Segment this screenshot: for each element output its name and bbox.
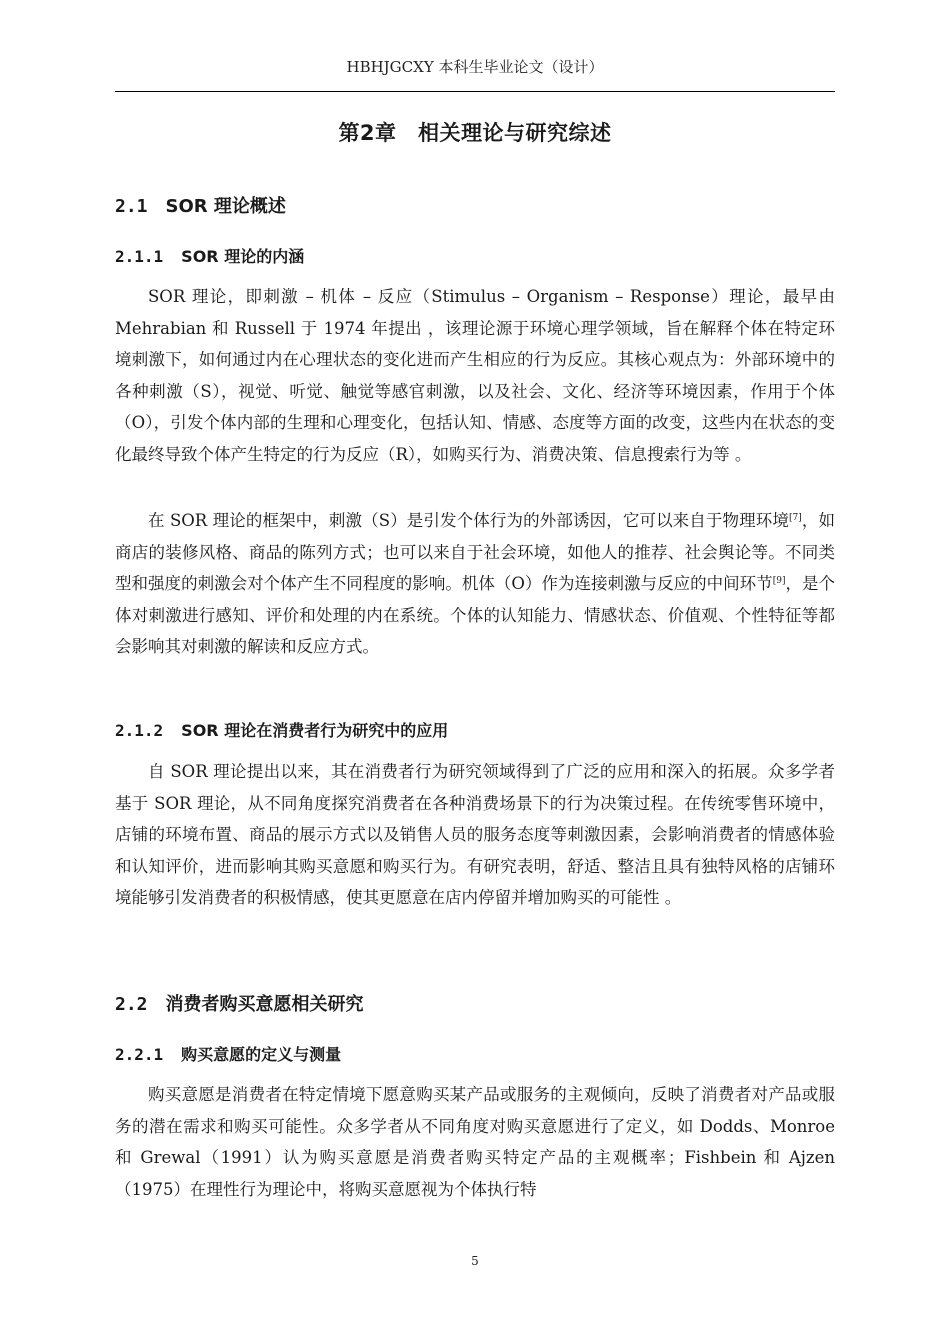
paragraph-sor-application: 自 SOR 理论提出以来，其在消费者行为研究领域得到了广泛的应用和深入的拓展。众多学者基于 SOR 理论，从不同角度探究消费者在各种消费场景下的行为决策过程。在传统零售环境中，店铺的环境布置、商品的展示方式以及销售人员的服务态度等刺激因素，会影响消费者的情感体验和认知评价，进而影响其购买意愿和购买行为。有研究表明，舒适、整洁且具有独特风格的店铺环境能够引发消费者的积极情感，使其更愿意在店内停留并增加购买的可能性 。	[115, 762, 835, 908]
section-heading-2-2	[115, 990, 364, 1016]
chapter-title: 第2章 相关理论与研究综述	[338, 121, 612, 145]
subsection-title: 购买意愿的定义与测量	[181, 1045, 342, 1064]
running-header: HBHJGCXY 本科生毕业论文（设计）	[346, 58, 604, 76]
section-title: 消费者购买意愿相关研究	[165, 994, 364, 1015]
section-title: SOR 理论概述	[165, 196, 286, 217]
subsection-heading-2-2-1	[115, 1042, 341, 1065]
section-number: 2.2	[115, 994, 148, 1015]
subsection-title: SOR 理论的内涵	[181, 247, 305, 266]
paragraph-text: 在 SOR 理论的框架中，刺激（S）是引发个体行为的外部诱因，它可以来自于物理环境	[148, 511, 790, 530]
section-heading-2-1	[115, 192, 286, 218]
page-number: 5	[471, 1254, 479, 1268]
subsection-heading-2-1-1	[115, 244, 304, 267]
subsection-heading-2-1-2	[115, 718, 448, 741]
paragraph-text: ，如商店的装修风格、商品的陈列方式；也可以来自于社会环境，如他人的推荐、社会舆论等。不同类型和强度的刺激会对个体产生不同程度的影响。机体（O）作为连接刺激与反应的中间环节	[115, 511, 835, 594]
paragraph-text: ，是个体对刺激进行感知、评价和处理的内在系统。个体的认知能力、情感状态、价值观、个性特征等都会影响其对刺激的解读和反应方式。	[115, 574, 836, 657]
header-rule	[115, 91, 835, 92]
paragraph-sor-definition: SOR 理论，即刺激 – 机体 – 反应（Stimulus – Organism – Response）理论，最早由 Mehrabian 和 Russell 于 1974 年提出 ，该理论源于环境心理学领域，旨在解释个体在特定环境刺激下，如何通过内在心理状态的变化进而产生相应的行为反应。其核心观点为：外部环境中的各种刺激（S），视觉、听觉、触觉等感官刺激，以及社会、文化、经济等环境因素，作用于个体（O），引发个体内部的生理和心理变化，包括认知、情感、态度等方面的改变，这些内在状态的变化最终导致个体产生特定的行为反应（R），如购买行为、消费决策、信息搜索行为等 。	[115, 287, 835, 464]
subsection-number: 2.2.1	[115, 1045, 164, 1064]
section-number: 2.1	[115, 196, 148, 217]
subsection-title: SOR 理论在消费者行为研究中的应用	[181, 721, 449, 740]
subsection-number: 2.1.2	[115, 721, 164, 740]
subsection-number: 2.1.1	[115, 247, 164, 266]
paragraph-purchase-intention: 购买意愿是消费者在特定情境下愿意购买某产品或服务的主观倾向，反映了消费者对产品或服务的潜在需求和购买可能性。众多学者从不同角度对购买意愿进行了定义，如 Dodds、Monroe 和 Grewal（1991）认为购买意愿是消费者购买特定产品的主观概率；Fishbein 和 Ajzen（1975）在理性行为理论中，将购买意愿视为个体执行特	[115, 1085, 835, 1199]
citation-ref: [9]	[772, 576, 786, 587]
citation-ref: [7]	[789, 513, 802, 523]
paragraph-sor-framework	[115, 505, 835, 663]
